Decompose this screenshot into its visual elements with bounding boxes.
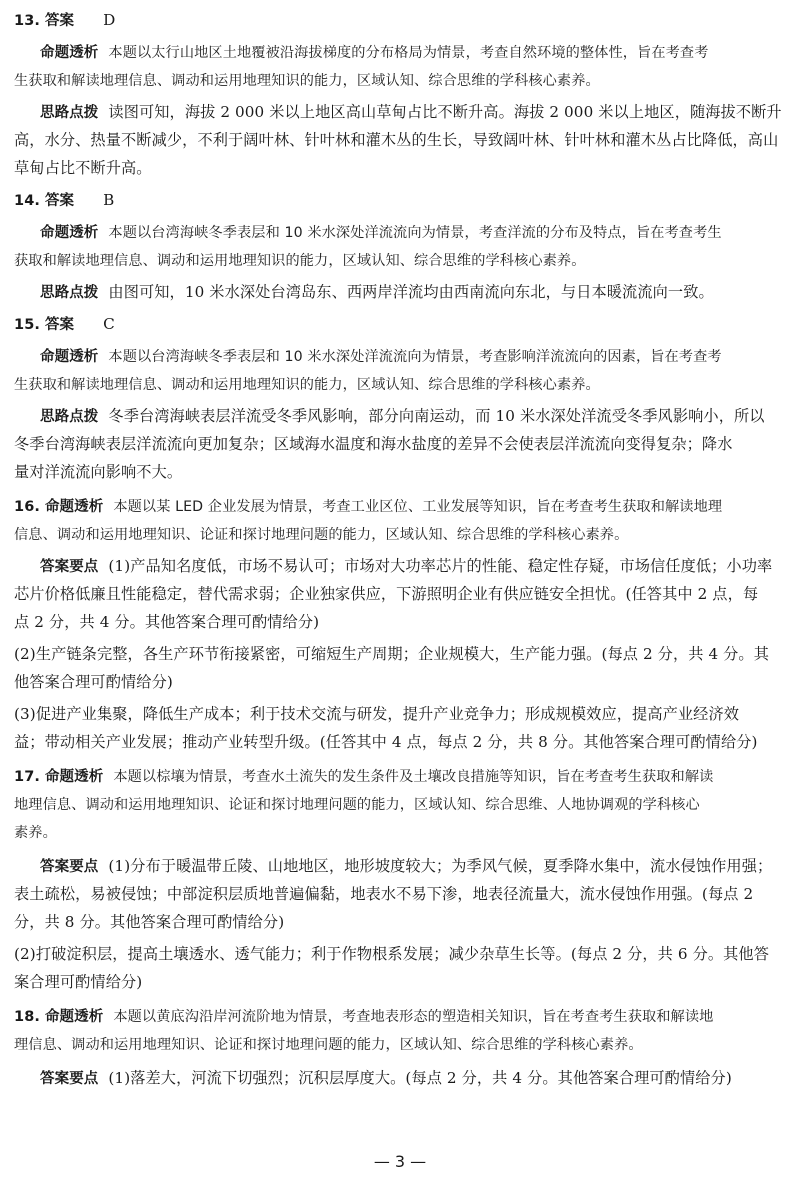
q17-analysis-line-3: 素养。 xyxy=(14,825,57,841)
q16-p1-line-1: 答案要点 (1)产品知名度低，市场不易认可；市场对大功率芯片的性能、稳定性存疑，市场信任度低；小功率 xyxy=(40,557,773,575)
q14-answer-line: 14. 答案 B xyxy=(14,191,115,209)
q13-hint-line-2: 高，水分、热量不断减少，不利于阔叶林、针叶林和灌木丛的生长，导致阔叶林、针叶林和灌木丛占比降低，高山 xyxy=(14,131,779,149)
q18-analysis-line-1: 18. 命题透析 本题以黄底沟沿岸河流阶地为情景，考查地表形态的塑造相关知识，旨在考查考生获取和解读地 xyxy=(14,1009,714,1025)
q14-analysis-line-2: 获取和解读地理信息、调动和运用地理知识的能力，区域认知、综合思维的学科核心素养。 xyxy=(14,253,586,269)
q14-analysis-line-1: 命题透析 本题以台湾海峡冬季表层和 10 米水深处洋流流向为情景，考查洋流的分布及特点，旨在考查考生 xyxy=(40,225,722,241)
q16-p1-line-3: 点 2 分，共 4 分。其他答案合理可酌情给分) xyxy=(14,613,320,631)
q15-hint-line-3: 量对洋流流向影响不大。 xyxy=(14,463,183,481)
q18-analysis-line-2: 理信息、调动和运用地理知识、论证和探讨地理问题的能力，区域认知、综合思维的学科核心素养。 xyxy=(14,1037,643,1053)
q13-analysis-line-1: 命题透析 本题以太行山地区土地覆被沿海拔梯度的分布格局为情景，考查自然环境的整体性，旨在考查考 xyxy=(40,45,709,61)
q16-p1-line-2: 芯片价格低廉且性能稳定，替代需求弱；企业独家供应，下游照明企业有供应链安全担忧。(任答其中 2 点，每 xyxy=(14,585,759,603)
q17-p2-line-1: (2)打破淀积层，提高土壤透水、透气能力；利于作物根系发展；减少杂草生长等。(每点 2 分，共 6 分。其他答 xyxy=(14,945,770,963)
q15-hint-line-1: 思路点拨 冬季台湾海峡表层洋流受冬季风影响，部分向南运动，而 10 米水深处洋流受冬季风影响小，所以 xyxy=(40,407,765,425)
q13-analysis-line-2: 生获取和解读地理信息、调动和运用地理知识的能力，区域认知、综合思维的学科核心素养。 xyxy=(14,73,600,89)
q16-p3-line-2: 益；带动相关产业发展；推动产业转型升级。(任答其中 4 点，每点 2 分，共 8 分。其他答案合理可酌情给分) xyxy=(14,733,758,751)
q17-p1-line-3: 分，共 8 分。其他答案合理可酌情给分) xyxy=(14,913,285,931)
q16-p2-line-1: (2)生产链条完整，各生产环节衔接紧密，可缩短生产周期；企业规模大，生产能力强。(每点 2 分，共 4 分。其 xyxy=(14,645,770,663)
q17-p1-line-2: 表土疏松，易被侵蚀；中部淀积层质地普遍偏黏，地表水不易下渗，地表径流量大，流水侵蚀作用强。(每点 2 xyxy=(14,885,754,903)
q17-p2-line-2: 案合理可酌情给分) xyxy=(14,973,143,991)
q16-p3-line-1: (3)促进产业集聚，降低生产成本；利于技术交流与研发，提升产业竞争力；形成规模效应，提高产业经济效 xyxy=(14,705,740,723)
q17-analysis-line-1: 17. 命题透析 本题以棕壤为情景，考查水土流失的发生条件及土壤改良措施等知识，旨在考查考生获取和解读 xyxy=(14,769,714,785)
q17-analysis-line-2: 地理信息、调动和运用地理知识、论证和探讨地理问题的能力，区域认知、综合思维、人地协调观的学科核心 xyxy=(14,797,700,813)
q15-answer-line: 15. 答案 C xyxy=(14,315,115,333)
q13-answer-line: 13. 答案 D xyxy=(14,11,116,29)
q16-analysis-line-1: 16. 命题透析 本题以某 LED 企业发展为情景，考查工业区位、工业发展等知识，旨在考查考生获取和解读地理 xyxy=(14,499,723,515)
q16-analysis-line-2: 信息、调动和运用地理知识、论证和探讨地理问题的能力，区域认知、综合思维的学科核心素养。 xyxy=(14,527,629,543)
q15-analysis-line-1: 命题透析 本题以台湾海峡冬季表层和 10 米水深处洋流流向为情景，考查影响洋流流向的因素，旨在考查考 xyxy=(40,349,722,365)
q16-p2-line-2: 他答案合理可酌情给分) xyxy=(14,673,173,691)
q17-p1-line-1: 答案要点 (1)分布于暖温带丘陵、山地地区，地形坡度较大；为季风气候，夏季降水集中，流水侵蚀作用强； xyxy=(40,857,773,875)
q18-p1-line-1: 答案要点 (1)落差大，河流下切强烈；沉积层厚度大。(每点 2 分，共 4 分。其他答案合理可酌情给分) xyxy=(40,1069,732,1087)
q13-hint-line-3: 草甸占比不断升高。 xyxy=(14,159,152,177)
q15-analysis-line-2: 生获取和解读地理信息、调动和运用地理知识的能力，区域认知、综合思维的学科核心素养。 xyxy=(14,377,600,393)
q14-hint-line-1: 思路点拨 由图可知，10 米水深处台湾岛东、西两岸洋流均由西南流向东北，与日本暖流流向一致。 xyxy=(40,283,714,301)
page-number: — 3 — xyxy=(373,1152,427,1171)
q15-hint-line-2: 冬季台湾海峡表层洋流流向更加复杂；区域海水温度和海水盐度的差异不会使表层洋流流向变得复杂；降水 xyxy=(14,435,733,453)
q13-hint-line-1: 思路点拨 读图可知，海拔 2 000 米以上地区高山草甸占比不断升高。海拔 2 000 米以上地区，随海拔不断升 xyxy=(40,103,782,121)
